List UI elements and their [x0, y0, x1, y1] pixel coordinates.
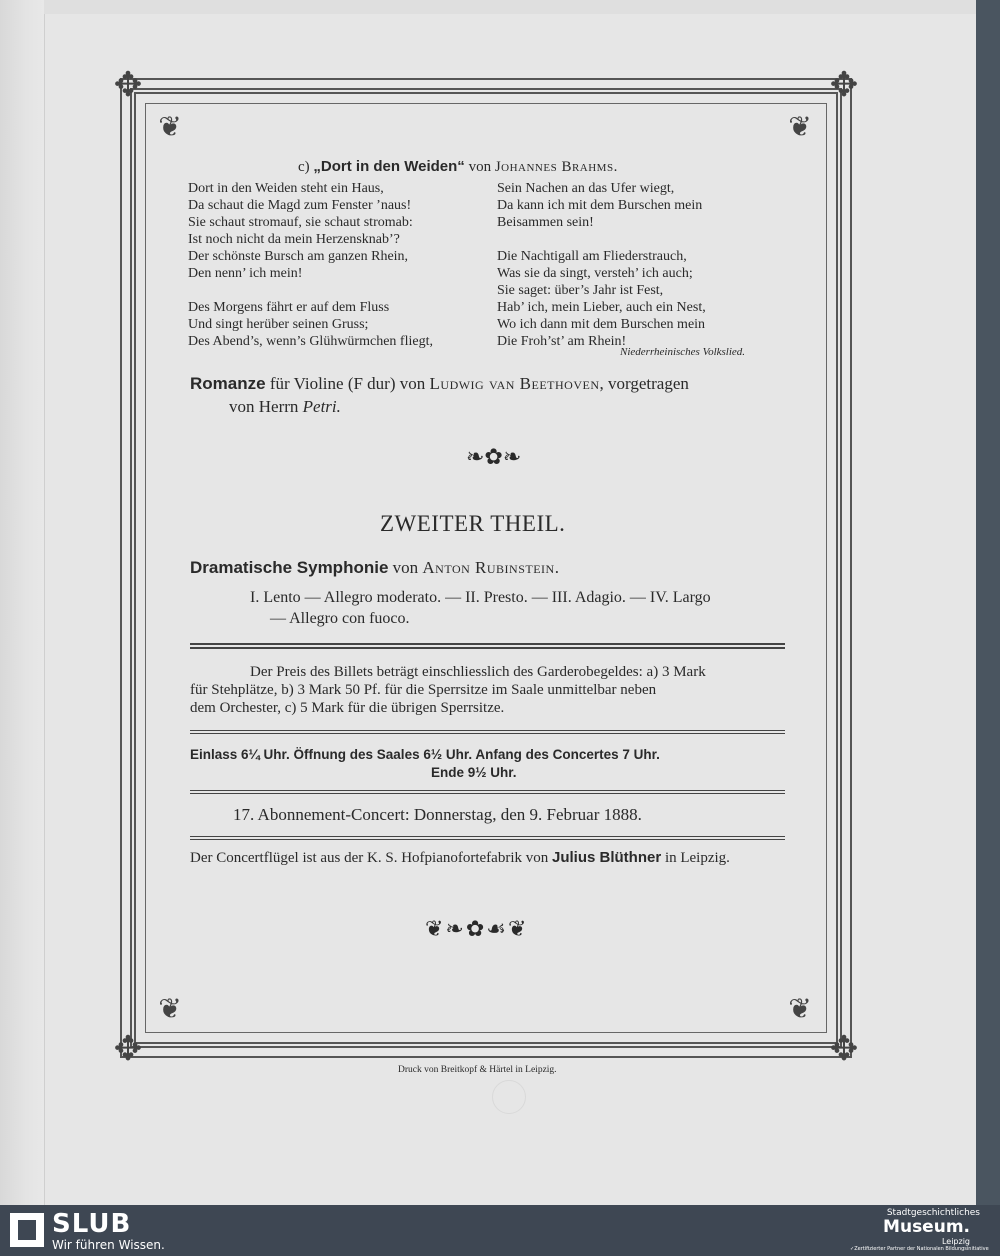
- poem-line: Da kann ich mit dem Burschen mein: [497, 198, 703, 213]
- price-line-1: Der Preis des Billets beträgt einschliesslich des Garderobegeldes: a) 3 Mark: [250, 664, 706, 680]
- poem-line: Sie schaut stromauf, sie schaut stromab:: [188, 215, 413, 230]
- poem-line: Dort in den Weiden steht ein Haus,: [188, 181, 384, 196]
- section-heading: ZWEITER THEIL.: [380, 511, 566, 536]
- corner-ornament-icon: ✥: [829, 67, 859, 104]
- slub-logo-icon: [10, 1213, 44, 1247]
- poem-line: Die Nachtigall am Fliederstrauch,: [497, 249, 687, 264]
- symphony-title: Dramatische Symphonie von Anton Rubinstein.: [190, 558, 560, 577]
- slub-wordmark[interactable]: SLUB: [52, 1209, 132, 1239]
- stanza-gap: [188, 282, 433, 299]
- price-line-2: für Stehplätze, b) 3 Mark 50 Pf. für die Sperrsitze im Saale unmittelbar neben: [190, 682, 657, 698]
- fan-ornament-icon: ❦: [158, 994, 182, 1025]
- page-binding-edge: [0, 0, 45, 1205]
- stanza-gap: [497, 231, 706, 248]
- fan-ornament-icon: ❦: [158, 112, 182, 143]
- divider-rule: [190, 793, 785, 794]
- poem-line: Sie saget: über’s Jahr ist Fest,: [497, 283, 664, 298]
- poem-right-column: [497, 180, 706, 350]
- museum-logo[interactable]: [850, 1208, 989, 1253]
- footer-bar: [0, 1205, 1000, 1256]
- poem-line: Hab’ ich, mein Lieber, auch ein Nest,: [497, 300, 706, 315]
- next-concert: 17. Abonnement-Concert: Donnerstag, den 9. Februar 1888.: [233, 805, 642, 824]
- poem-line: Wo ich dann mit dem Burschen mein: [497, 317, 706, 332]
- divider-rule: [190, 733, 785, 734]
- poem-line: Die Froh’st’ am Rhein!: [497, 334, 627, 349]
- divider-rule: [190, 839, 785, 840]
- corner-ornament-icon: ✥: [113, 1031, 143, 1068]
- times-line-1: Einlass 6¼ Uhr. Öffnung des Saales 6½ Uhr. Anfang des Concertes 7 Uhr.: [190, 747, 660, 762]
- poem-line: Sein Nachen an das Ufer wiegt,: [497, 181, 675, 196]
- fan-ornament-icon: ❦: [788, 112, 812, 143]
- poem-source: Niederrheinisches Volkslied.: [620, 346, 746, 358]
- museum-small-label: Stadtgeschichtliches: [886, 1208, 980, 1218]
- corner-ornament-icon: ✥: [113, 67, 143, 104]
- fan-ornament-icon: ❦: [788, 994, 812, 1025]
- romanze-line-2: von Herrn Petri.: [229, 397, 341, 416]
- check-icon: ✓: [850, 1246, 855, 1252]
- poem-line: Den nenn’ ich mein!: [188, 266, 303, 281]
- piano-note: Der Concertflügel ist aus der K. S. Hofpianofortefabrik von Julius Blüthner in Leipzig.: [190, 849, 730, 866]
- printer-imprint: Druck von Breitkopf & Härtel in Leipzig.: [398, 1065, 557, 1075]
- poem-line: Der schönste Bursch am ganzen Rhein,: [188, 249, 409, 264]
- price-line-3: dem Orchester, c) 5 Mark für die übrigen Sperrsitze.: [190, 700, 505, 716]
- slub-tagline: Wir führen Wissen.: [52, 1238, 165, 1252]
- poem-line: Da schaut die Magd zum Fenster ’naus!: [188, 198, 412, 213]
- poem-line: Des Morgens fährt er auf dem Fluss: [188, 300, 390, 315]
- museum-city: Leipzig: [941, 1237, 970, 1246]
- poem-left-column: [188, 180, 433, 350]
- poem-line: Und singt herüber seinen Gruss;: [188, 317, 369, 332]
- divider-rule: [190, 836, 785, 837]
- poem-line: Was sie da singt, versteh’ ich auch;: [497, 266, 693, 281]
- museum-wordmark: Museum.: [883, 1217, 970, 1237]
- movements-line-1: I. Lento — Allegro moderato. — II. Presto. — III. Adagio. — IV. Largo: [250, 589, 711, 606]
- blind-stamp: [492, 1080, 526, 1114]
- times-line-2: Ende 9½ Uhr.: [431, 765, 517, 780]
- romanze-line-1: Romanze für Violine (F dur) von Ludwig van Beethoven, vorgetragen: [190, 374, 689, 393]
- poem-heading: c) „Dort in den Weiden“ von Johannes Brahms.: [298, 158, 618, 175]
- page-right-shadow: [976, 0, 1000, 1205]
- double-rule: [190, 643, 785, 649]
- floral-ornament-icon: ❧✿❧: [466, 444, 522, 469]
- page-top-edge: [44, 0, 976, 14]
- corner-ornament-icon: ✥: [829, 1031, 859, 1068]
- movements-line-2: — Allegro con fuoco.: [270, 610, 410, 627]
- poem-line: Ist noch nicht da mein Herzensknab’?: [188, 232, 400, 247]
- vine-ornament-icon: ❦❧✿☙❦: [425, 916, 529, 941]
- poem-line: Des Abend’s, wenn’s Glühwürmchen fliegt,: [188, 334, 433, 349]
- poem-line: Beisammen sein!: [497, 215, 594, 230]
- divider-rule: [190, 730, 785, 731]
- divider-rule: [190, 790, 785, 791]
- museum-partner-note: ✓Zertifizierter Partner der Nationalen Bildungsinitiative: [850, 1246, 989, 1252]
